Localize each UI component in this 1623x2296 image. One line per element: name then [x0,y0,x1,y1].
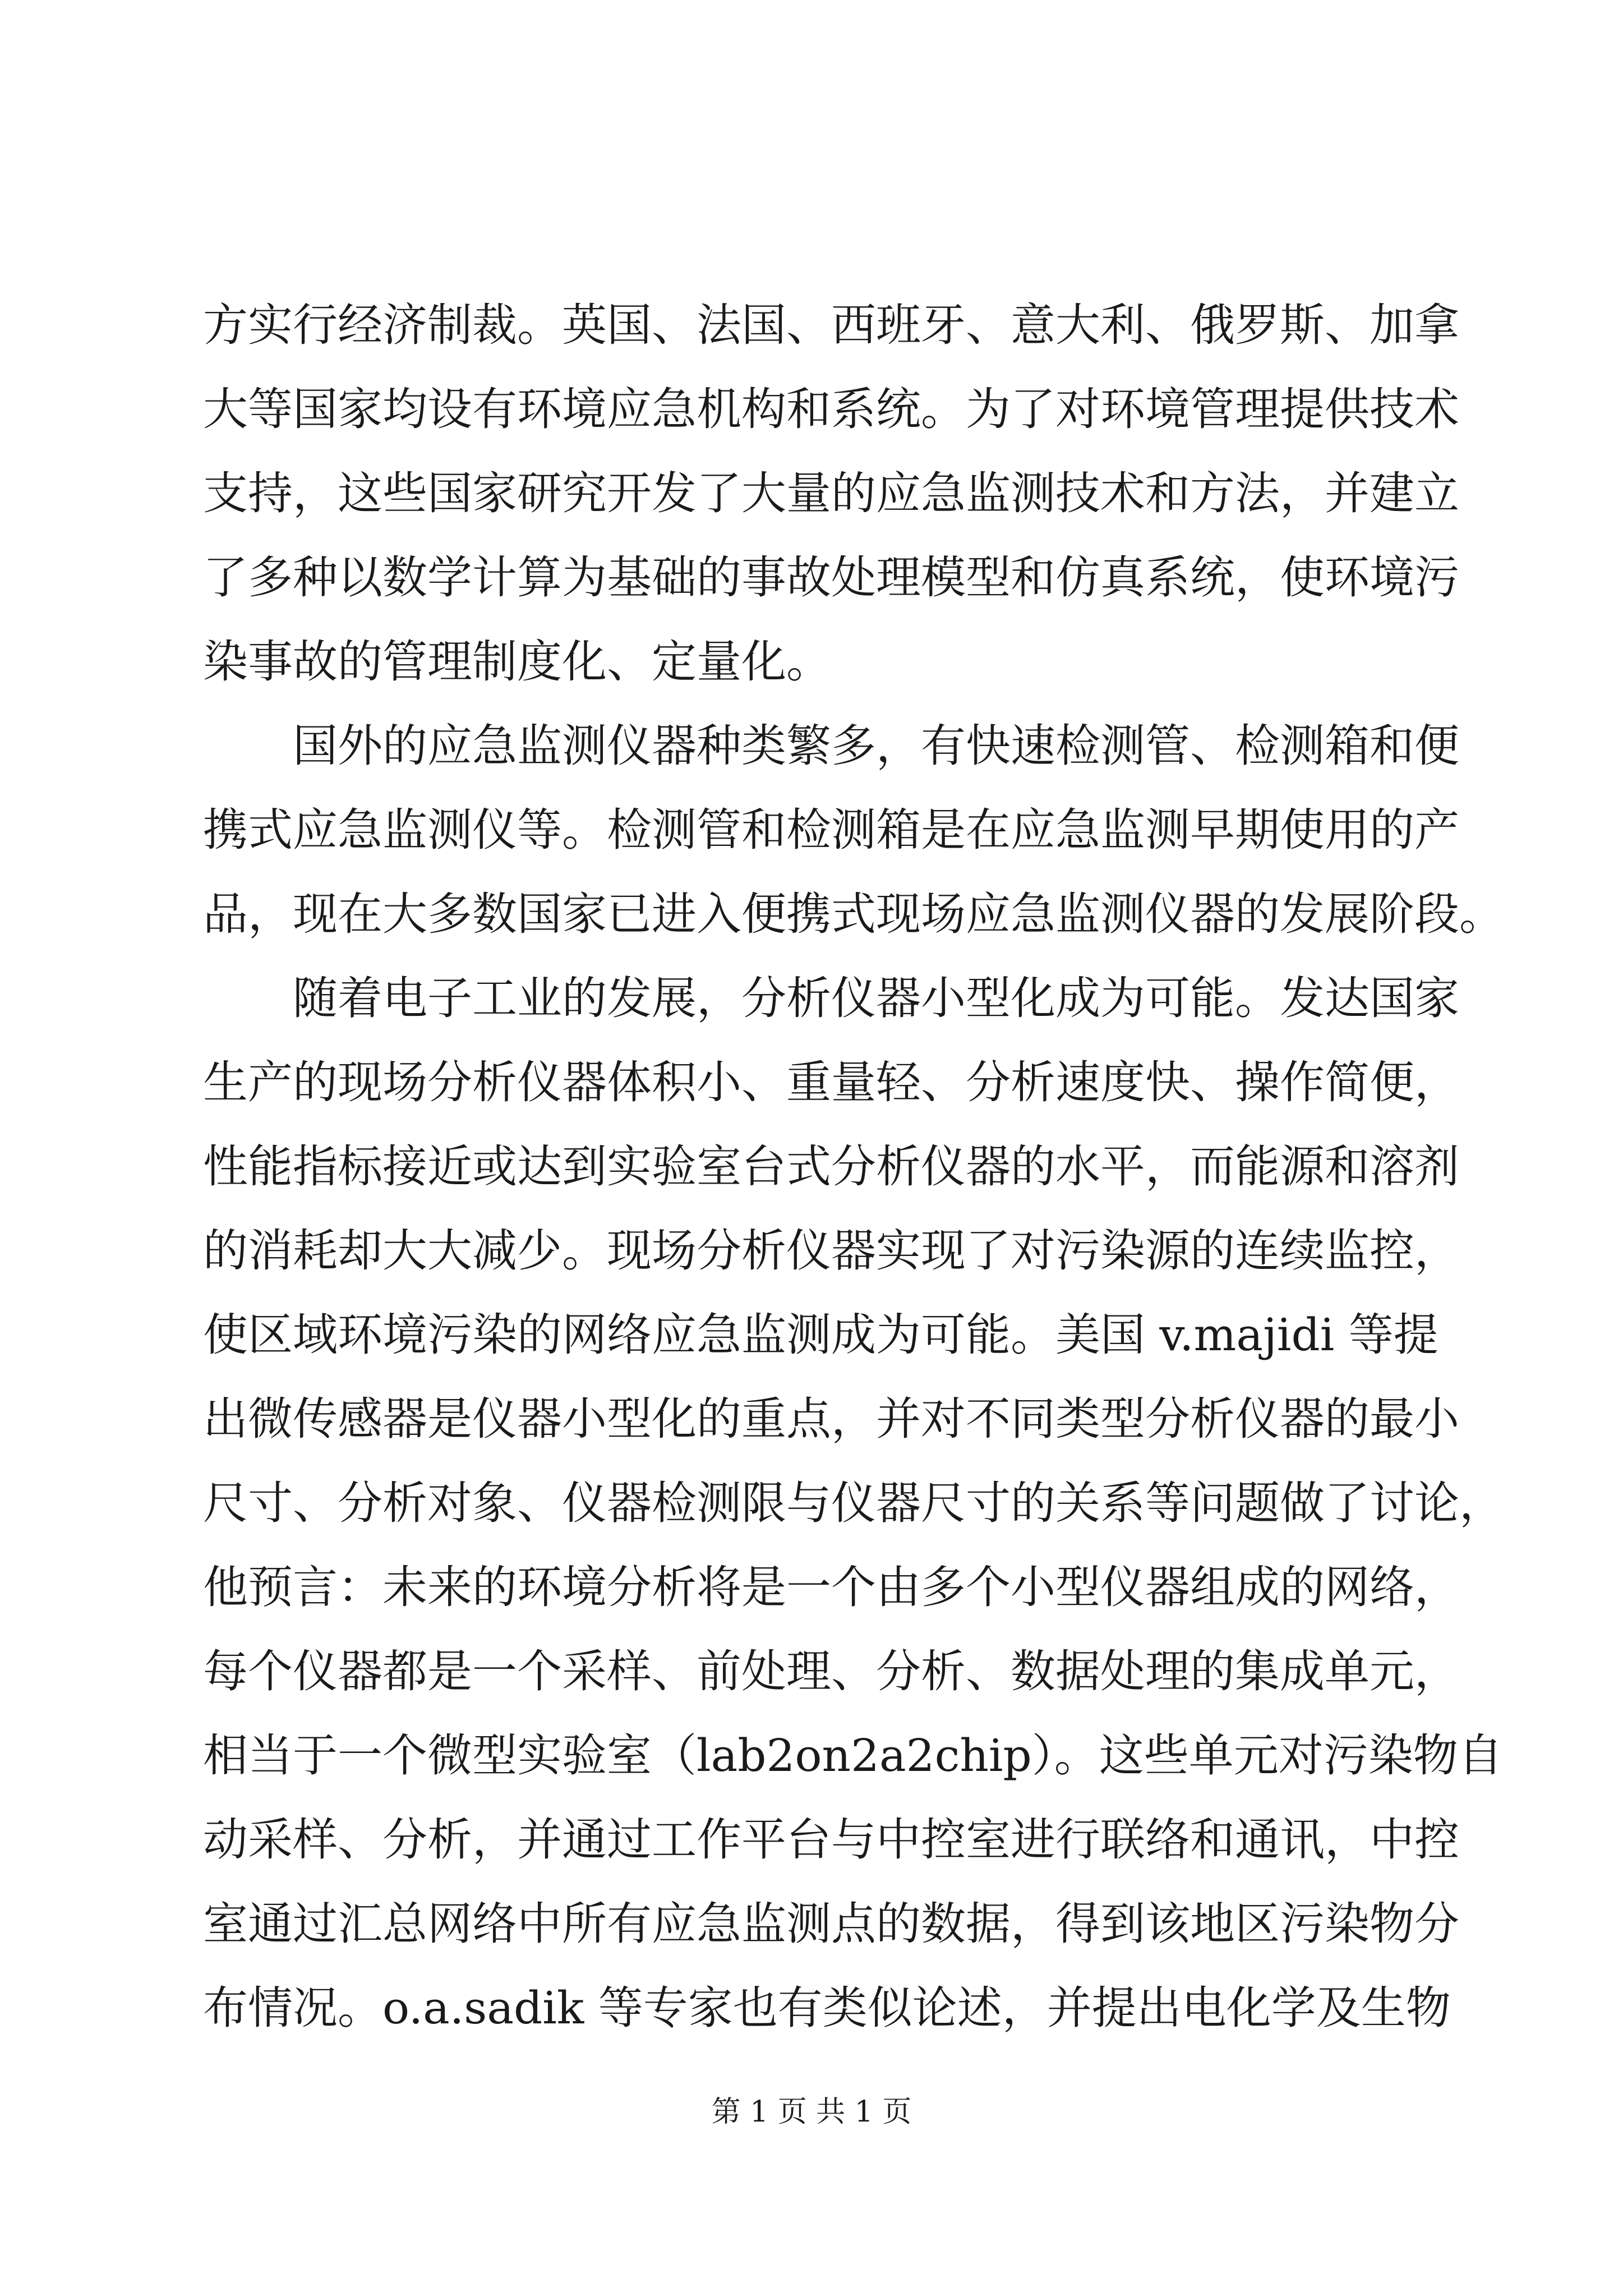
text-line: 方实行经济制裁。英国、法国、西班牙、意大利、俄罗斯、加拿 [203,299,1459,351]
text-line: 随着电子工业的发展，分析仪器小型化成为可能。发达国家 [293,972,1459,1024]
text-line: 支持，这些国家研究开发了大量的应急监测技术和方法，并建立 [203,467,1459,519]
text-line: 出微传感器是仪器小型化的重点，并对不同类型分析仪器的最小 [203,1393,1459,1445]
text-line: 品，现在大多数国家已进入便携式现场应急监测仪器的发展阶段。 [203,888,1504,940]
page-footer [0,2092,1623,2132]
text-line: 动采样、分析，并通过工作平台与中控室进行联络和通讯，中控 [203,1814,1459,1866]
body-text [203,283,1504,2050]
text-line: 相当于一个微型实验室（lab2on2a2chip）。这些单元对污染物自 [203,1729,1503,1782]
text-line: 性能指标接近或达到实验室台式分析仪器的水平，而能源和溶剂 [203,1140,1459,1193]
text-line: 携式应急监测仪等。检测管和检测箱是在应急监测早期使用的产 [203,804,1459,856]
text-line: 大等国家均设有环境应急机构和系统。为了对环境管理提供技术 [203,383,1459,435]
text-line: 的消耗却大大减少。现场分析仪器实现了对污染源的连续监控， [203,1225,1459,1277]
text-line: 尺寸、分析对象、仪器检测限与仪器尺寸的关系等问题做了讨论， [203,1477,1504,1529]
text-line: 布情况。o.a.sadik 等专家也有类似论述，并提出电化学及生物 [203,1982,1451,2034]
text-line: 使区域环境污染的网络应急监测成为可能。美国 v.majidi 等提 [203,1309,1438,1361]
text-line: 室通过汇总网络中所有应急监测点的数据，得到该地区污染物分 [203,1898,1459,1950]
text-line: 了多种以数学计算为基础的事故处理模型和仿真系统，使环境污 [203,551,1459,604]
page-number: 第 1 页 共 1 页 [711,2095,912,2129]
text-line: 每个仪器都是一个采样、前处理、分析、数据处理的集成单元， [203,1645,1459,1697]
text-line: 染事故的管理制度化、定量化。 [203,636,831,688]
text-line: 他预言：未来的环境分析将是一个由多个小型仪器组成的网络， [203,1561,1459,1613]
text-line: 生产的现场分析仪器体积小、重量轻、分析速度快、操作简便， [203,1056,1459,1108]
text-line: 国外的应急监测仪器种类繁多，有快速检测管、检测箱和便 [293,720,1459,772]
